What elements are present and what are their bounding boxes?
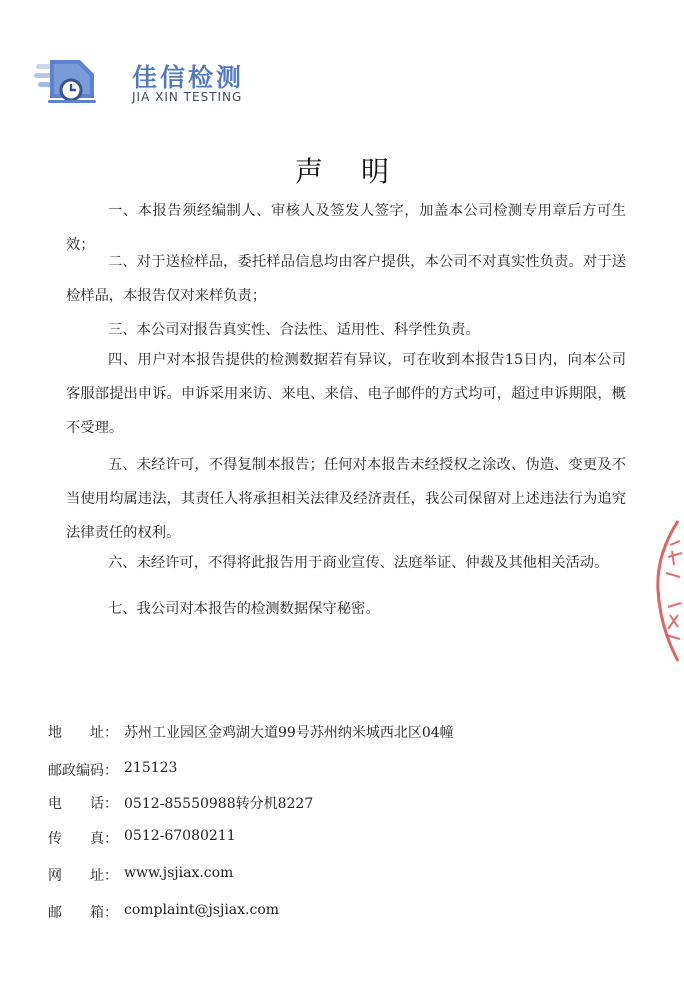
- address-value: 苏州工业园区金鸡湖大道99号苏州纳米城西北区04幢: [124, 725, 454, 741]
- truck-clock-icon: [34, 54, 100, 110]
- statement-item-5: 五、未经许可，不得复制本报告；任何对本报告未经授权之涂改、伪造、变更及不当使用均属违法，其责任人将承担相关法律及经济责任，我公司保留对上述违法行为追究法律责任的权利。: [66, 457, 626, 541]
- postcode-label: 邮政编码：: [48, 763, 118, 779]
- logo-name-en: JIA XIN TESTING: [132, 90, 243, 104]
- fax-value: 0512-67080211: [124, 828, 236, 844]
- statement-item-6: 六、未经许可，不得将此报告用于商业宣传、法庭举证、仲裁及其他相关活动。: [108, 555, 609, 571]
- red-seal-stamp-edge: [648, 515, 684, 665]
- website-link[interactable]: www.jsjiax.com: [124, 865, 234, 881]
- statement-item-3: 三、本公司对报告真实性、合法性、适用性、科学性负责。: [108, 322, 480, 338]
- logo-name-cn: 佳信检测: [132, 63, 245, 92]
- company-logo: [34, 52, 245, 114]
- statement-item-7: 七、我公司对本报告的检测数据保守秘密。: [108, 601, 380, 617]
- address-label: 地 址：: [48, 725, 118, 741]
- website-label: 网 址：: [48, 868, 118, 884]
- phone-label: 电 话：: [48, 796, 118, 812]
- statement-item-4: 四、用户对本报告提供的检测数据若有异议，可在收到本报告15日内，向本公司客服部提出申诉。申诉采用来访、来电、来信、电子邮件的方式均可，超过申诉期限，概不受理。: [66, 352, 626, 436]
- statement-item-1: 一、本报告须经编制人、审核人及签发人签字，加盖本公司检测专用章后方可生效；: [66, 203, 626, 253]
- email-link[interactable]: complaint@jsjiax.com: [124, 902, 280, 918]
- postcode-value: 215123: [124, 760, 178, 776]
- phone-value: 0512-85550988转分机8227: [124, 796, 314, 812]
- fax-label: 传 真：: [48, 831, 118, 847]
- email-label: 邮 箱：: [48, 905, 118, 921]
- statement-item-2: 二、对于送检样品，委托样品信息均由客户提供，本公司不对真实性负责。对于送检样品，本报告仅对来样负责；: [66, 254, 626, 304]
- page-title: 声明: [294, 155, 427, 188]
